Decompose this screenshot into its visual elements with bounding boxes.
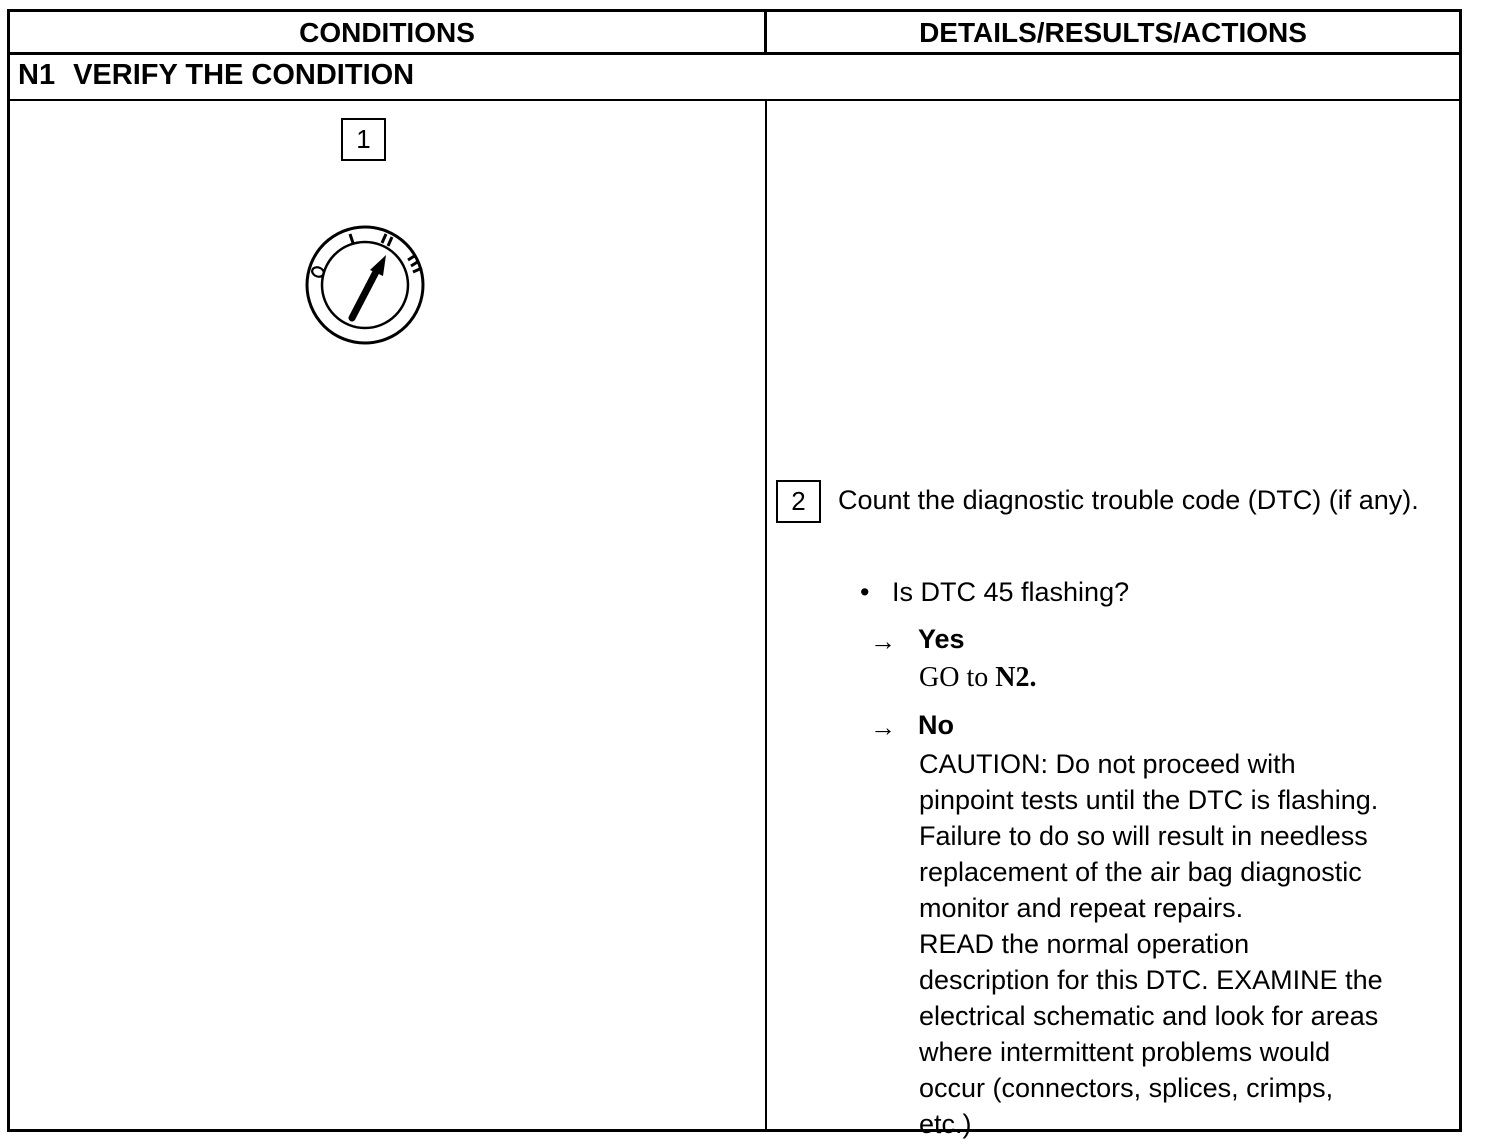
step-1-box: 1 bbox=[341, 118, 386, 161]
header-details: DETAILS/RESULTS/ACTIONS bbox=[919, 17, 1307, 48]
no-text-line: description for this DTC. EXAMINE the bbox=[919, 965, 1383, 995]
no-text-line: pinpoint tests until the DTC is flashing. bbox=[919, 785, 1379, 815]
no-text-line: occur (connectors, splices, crimps, bbox=[919, 1073, 1334, 1103]
step-2-box: 2 bbox=[776, 480, 821, 523]
no-text-line: Failure to do so will result in needless bbox=[919, 821, 1368, 851]
section-id: N1 bbox=[18, 59, 56, 91]
question-line bbox=[860, 574, 1129, 610]
arrow-right-icon: → bbox=[870, 712, 896, 742]
no-text-line: CAUTION: Do not proceed with bbox=[919, 749, 1296, 779]
no-text-line: monitor and repeat repairs. bbox=[919, 893, 1244, 923]
goto-prefix: GO to bbox=[919, 662, 996, 693]
step-2-instruction: Count the diagnostic trouble code (DTC) (if any). bbox=[838, 485, 1419, 515]
yes-label: Yes bbox=[918, 624, 965, 654]
section-title-text: VERIFY THE CONDITION bbox=[73, 59, 415, 91]
no-text-line: where intermittent problems would bbox=[919, 1037, 1331, 1067]
no-label: No bbox=[918, 710, 954, 740]
question-text: Is DTC 45 flashing? bbox=[892, 577, 1130, 607]
no-text-line: etc.) bbox=[919, 1109, 972, 1139]
section-title bbox=[18, 59, 414, 92]
yes-action bbox=[919, 662, 1036, 694]
no-text-line: READ the normal operation bbox=[919, 929, 1250, 959]
no-text-line: replacement of the air bag diagnostic bbox=[919, 857, 1362, 887]
section-row bbox=[10, 55, 1459, 101]
no-text-line: electrical schematic and look for areas bbox=[919, 1001, 1379, 1031]
header-conditions: CONDITIONS bbox=[299, 17, 475, 48]
diagnostic-table bbox=[7, 9, 1462, 1139]
no-action-text bbox=[919, 746, 1459, 1142]
goto-target: N2. bbox=[995, 662, 1037, 693]
column-divider-body bbox=[765, 101, 767, 1132]
ignition-switch-icon bbox=[300, 220, 430, 350]
arrow-right-icon: → bbox=[870, 626, 896, 656]
bullet: • bbox=[860, 577, 870, 607]
table-header-row bbox=[10, 12, 1459, 55]
